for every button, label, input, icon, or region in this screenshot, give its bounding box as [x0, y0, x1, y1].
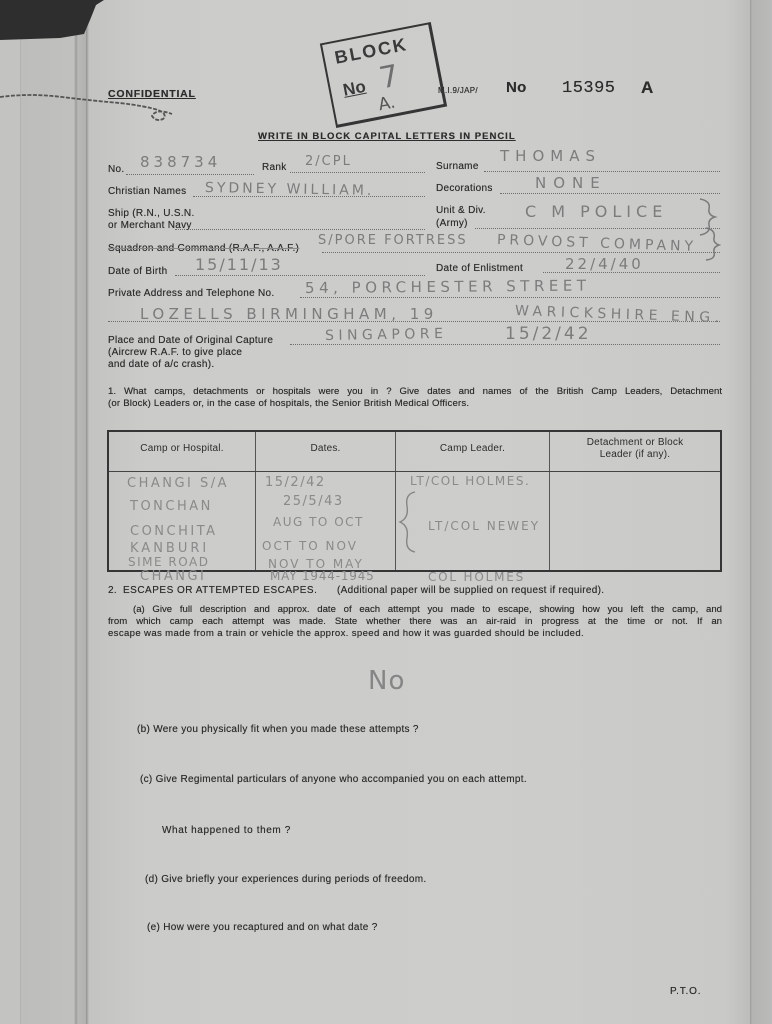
capture-place-value: SINGAPORE [324, 325, 448, 344]
escapes-a-line1: (a) Give full description and approx. date of each attempt you made to escape, showing how you left the camp, and [133, 604, 722, 615]
unit-label-line1: Unit & Div. [436, 205, 486, 216]
escapes-section-note: (Additional paper will be supplied on request if required). [337, 585, 605, 596]
date-of-birth-value: 15/11/13 [195, 255, 283, 274]
service-number-label: No. [108, 164, 125, 175]
capture-line [290, 344, 720, 345]
escapes-e-question: (e) How were you recaptured and on what date ? [147, 922, 378, 933]
table-cell-dates: NOV TO MAY [268, 557, 364, 571]
squadron-value-part2: PROVOST COMPANY [496, 232, 698, 255]
please-turn-over: P.T.O. [670, 986, 702, 997]
escapes-d-question: (d) Give briefly your experiences during periods of freedom. [145, 874, 427, 885]
christian-names-label: Christian Names [108, 186, 187, 197]
address-value-county: WARICKSHIRE ENG. [514, 303, 724, 327]
table-header-camp-leader: Camp Leader. [439, 443, 506, 454]
table-cell-camp: TONCHAN [130, 499, 213, 514]
table-cell-dates: 15/2/42 [265, 475, 326, 490]
christian-names-value: SYDNEY WILLIAM. [204, 180, 375, 199]
rank-line [290, 172, 425, 173]
stamp-title: BLOCK [332, 34, 410, 68]
capture-label-line3: and date of a/c crash). [108, 359, 215, 370]
squadron-value-part1: S/PORE FORTRESS [318, 233, 468, 248]
escapes-c-question: (c) Give Regimental particulars of anyone who accompanied you on each attempt. [140, 774, 527, 785]
decorations-line [500, 193, 720, 194]
rank-label: Rank [262, 162, 287, 173]
escapes-c-followup: What happened to them ? [162, 825, 291, 836]
ship-label-line2: or Merchant Navy [108, 220, 192, 231]
decorations-label: Decorations [436, 183, 493, 194]
squadron-label: Squadron and Command (R.A.F., A.A.F.) [108, 243, 300, 254]
squadron-brace-mark [706, 228, 719, 260]
table-cell-camp: CONCHITA [130, 524, 218, 539]
date-of-birth-label: Date of Birth [108, 266, 168, 277]
unit-line [475, 228, 720, 229]
address-value-line2: LOZELLS BIRMINGHAM, 19 [140, 305, 438, 323]
table-cell-camp-leader: LT/COL NEWEY [428, 519, 541, 533]
surname-line [484, 171, 720, 172]
capture-label-line2: (Aircrew R.A.F. to give place [108, 347, 243, 358]
table-cell-camp-leader: COL HOLMES [428, 570, 526, 584]
stamp-block-letter: A. [376, 92, 398, 116]
rank-value: 2/CPL [305, 154, 352, 169]
escapes-a-answer: No [368, 666, 406, 696]
unit-brace-mark [700, 199, 715, 235]
date-of-enlistment-label: Date of Enlistment [436, 263, 524, 274]
table-cell-dates: 25/5/43 [283, 494, 344, 509]
surname-value: THOMAS [500, 147, 601, 165]
table-cell-dates: OCT TO NOV [262, 539, 358, 553]
address-value-line1: 54, PORCHESTER STREET [304, 276, 591, 297]
date-of-birth-line [175, 275, 425, 276]
table-header-camp: Camp or Hospital. [140, 443, 224, 454]
table-header-dates: Dates. [310, 443, 341, 454]
form-number-suffix: A [641, 78, 654, 97]
decorations-value: NONE [535, 174, 607, 192]
table-cell-camp: KANBURI [130, 541, 210, 556]
instruction-heading: WRITE IN BLOCK CAPITAL LETTERS IN PENCIL [258, 131, 516, 142]
address-line1 [300, 297, 720, 298]
reference-prefix: M.I.9/JAP/ [438, 86, 478, 95]
escapes-b-question: (b) Were you physically fit when you made these attempts ? [137, 724, 419, 735]
table-cell-dates: MAY 1944-1945 [270, 569, 375, 583]
address-label: Private Address and Telephone No. [108, 288, 275, 299]
table-header-divider [109, 471, 720, 472]
confidential-heading: CONFIDENTIAL [108, 88, 196, 100]
unit-value: C M POLICE [525, 202, 668, 221]
form-number-label: No [506, 79, 527, 96]
table-cell-camp: CHANGI S/A [127, 476, 230, 491]
table-cell-camp: CHANGI [140, 569, 207, 584]
service-number-line [126, 174, 254, 175]
form-number: 15395 [562, 79, 616, 98]
capture-label-line1: Place and Date of Original Capture [108, 335, 274, 346]
escapes-section-number: 2. [108, 585, 117, 596]
stamp-block-number: 7 [376, 58, 402, 97]
question1-line1: 1. What camps, detachments or hospitals were you in ? Give dates and names of the British Camp Leaders, Detachment [108, 386, 722, 397]
unit-label-line2: (Army) [436, 218, 468, 229]
stamp-number-label: No [341, 76, 368, 100]
ship-line [175, 229, 425, 230]
table-cell-camp: SIME ROAD [128, 555, 210, 569]
surname-label: Surname [436, 161, 479, 172]
dark-folder-corner [0, 0, 104, 40]
table-cell-dates: AUG TO OCT [273, 515, 364, 529]
question1-line2: (or Block) Leaders or, in the case of hospitals, the Senior British Medical Officers. [108, 398, 470, 409]
table-cell-camp-leader: LT/COL HOLMES. [410, 474, 531, 488]
table-header-detachment-line1: Detachment or Block [586, 437, 684, 448]
escapes-a-line2: from which camp each attempt was made. State whether there was an air-raid in progress at the time or not. If an [108, 616, 722, 627]
ship-label-line1: Ship (R.N., U.S.N. [108, 208, 195, 219]
escapes-section-title: ESCAPES OR ATTEMPTED ESCAPES. [123, 585, 318, 596]
table-header-detachment-line2: Leader (if any). [599, 449, 671, 460]
escapes-a-line3: escape was made from a train or vehicle the approx. speed and how it was guarded should be included. [108, 628, 585, 639]
capture-date-value: 15/2/42 [505, 324, 592, 344]
service-number-value: 838734 [140, 153, 222, 171]
table-header-detachment [550, 437, 720, 461]
date-of-enlistment-value: 22/4/40 [565, 255, 644, 273]
